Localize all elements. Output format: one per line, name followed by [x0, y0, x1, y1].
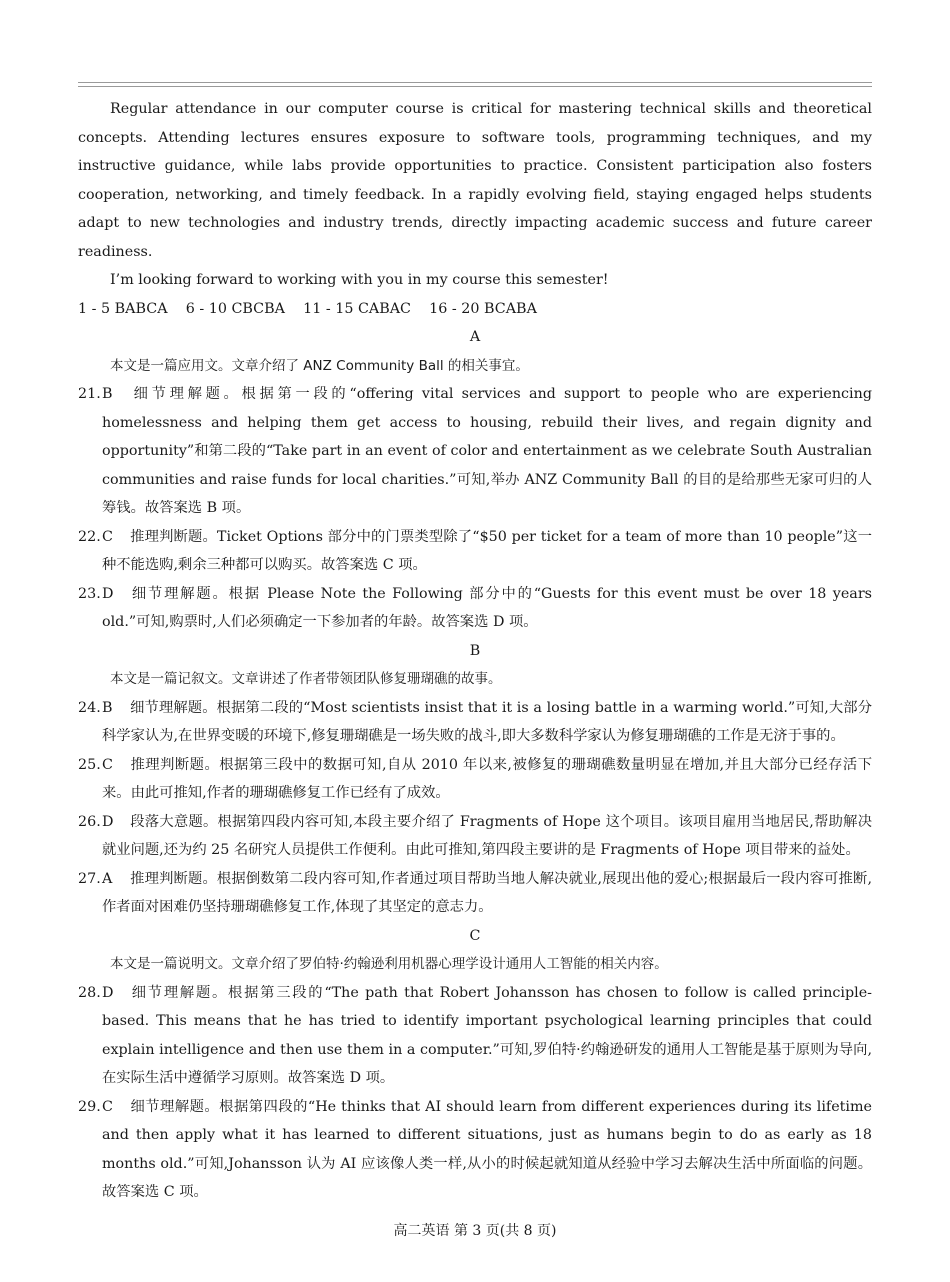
answer-item-23	[78, 580, 872, 637]
answer-key: 1 - 5 BABCA 6 - 10 CBCBA 11 - 15 CABAC 16 - 20 BCABA	[78, 300, 537, 317]
explanation: 推理判断题。根据倒数第二段内容可知,作者通过项目帮助当地人解决就业,展现出他的爱心;根据最后一段内容可推断,作者面对困难仍坚持珊瑚礁修复工作,体现了其坚定的意志力。	[102, 870, 872, 915]
answer-item-22	[78, 523, 872, 580]
section-intro-c: 本文是一篇说明文。文章介绍了罗伯特·约翰逊利用机器心理学设计通用人工智能的相关内容。	[110, 956, 668, 972]
answer-letter: D	[102, 585, 114, 602]
question-number: 25.	[78, 756, 101, 773]
explanation: 细节理解题。根据 Please Note the Following 部分中的“Guests for this event must be over 18 years old.”可知,购票时,人们必须确定一下参加者的年龄。故答案选 D 项。	[102, 585, 872, 630]
answer-letter: C	[102, 1098, 113, 1115]
question-number: 26.	[78, 813, 101, 830]
answer-letter: C	[102, 756, 113, 773]
answer-item-28	[78, 979, 872, 1093]
explanation: 细节理解题。根据第二段的“Most scientists insist that it is a losing battle in a warming world.”可知,大部分科学家认为,在世界变暖的环境下,修复珊瑚礁是一场失败的战斗,即大多数科学家认为修复珊瑚礁的工作是无济于事的。	[102, 699, 872, 744]
answer-item-25	[78, 751, 872, 808]
section-label-b: B	[469, 642, 481, 659]
answer-letter: A	[102, 870, 113, 887]
answer-item-26	[78, 808, 872, 865]
explanation: 推理判断题。根据第三段中的数据可知,自从 2010 年以来,被修复的珊瑚礁数量明显在增加,并且大部分已经存活下来。由此可推知,作者的珊瑚礁修复工作已经有了成效。	[102, 756, 872, 801]
question-number: 29.	[78, 1098, 101, 1115]
header-rule-top	[78, 82, 872, 83]
answer-letter: D	[102, 984, 114, 1001]
section-label-a: A	[469, 329, 481, 345]
explanation: 细节理解题。根据第四段的“He thinks that AI should learn from different experiences during its lifetime and then apply what it has learned to different situations, just as humans begin to do as early as 18 months old.”可知,Johansson 认为 AI 应该像人类一样,从小的时候起就知道从经验中学习去解决生活中所面临的问题。故答案选 C 项。	[102, 1098, 872, 1200]
answer-letter: C	[102, 528, 113, 545]
letter-closing: I’m looking forward to working with you in my course this semester!	[110, 272, 609, 288]
section-label-c: C	[469, 927, 481, 944]
explanation: 段落大意题。根据第四段内容可知,本段主要介绍了 Fragments of Hope 这个项目。该项目雇用当地居民,帮助解决就业问题,还为约 25 名研究人员提供工作便利。由此可推知,第四段主要讲的是 Fragments of Hope 项目带来的益处。	[102, 813, 872, 858]
question-number: 28.	[78, 984, 101, 1001]
explanation: 细节理解题。根据第一段的“offering vital services and support to people who are experiencing homelessness and helping them get access to housing, rebuild their lives, and regain dignity and opportunity”和第二段的“Take part in an event of color and entertainment as we celebrate South Australian communities and raise funds for local charities.”可知,举办 ANZ Community Ball 的目的是给那些无家可归的人筹钱。故答案选 B 项。	[102, 386, 872, 516]
question-number: 21.	[78, 386, 101, 402]
answer-letter: B	[102, 699, 113, 716]
answer-letter: D	[102, 813, 114, 830]
letter-paragraph: Regular attendance in our computer course is critical for mastering technical skills and theoretical concepts. Attending lectures ensures exposure to software tools, programming techniques, and my instructive guidance, while labs provide opportunities to practice. Consistent participation also fosters cooperation, networking, and timely feedback. In a rapidly evolving field, staying engaged helps students adapt to new technologies and industry trends, directly impacting academic success and future career readiness.	[78, 101, 872, 260]
section-intro-a: 本文是一篇应用文。文章介绍了 ANZ Community Ball 的相关事宜。	[110, 357, 529, 374]
answer-item-21	[78, 380, 872, 523]
question-number: 24.	[78, 699, 101, 716]
question-number: 27.	[78, 870, 101, 887]
question-number: 23.	[78, 585, 101, 602]
question-number: 22.	[78, 528, 101, 545]
page-footer: 高二英语 第 3 页(共 8 页)	[393, 1223, 557, 1239]
explanation: 细节理解题。根据第三段的“The path that Robert Johansson has chosen to follow is called principle-based. This means that he has tried to identify important psychological learning principles that could explain intelligence and then use them in a computer.”可知,罗伯特·约翰逊研发的通用人工智能是基于原则为导向,在实际生活中遵循学习原则。故答案选 D 项。	[102, 984, 872, 1086]
answer-letter: B	[102, 386, 113, 402]
explanation: 推理判断题。Ticket Options 部分中的门票类型除了“$50 per ticket for a team of more than 10 people”这一种不能选购,剩余三种都可以购买。故答案选 C 项。	[102, 528, 872, 573]
header-rule-bottom	[78, 86, 872, 87]
answer-item-24	[78, 694, 872, 751]
section-intro-b: 本文是一篇记叙文。文章讲述了作者带领团队修复珊瑚礁的故事。	[110, 671, 502, 687]
answer-item-27	[78, 865, 872, 922]
page-content	[78, 95, 872, 1207]
answer-item-29	[78, 1093, 872, 1207]
